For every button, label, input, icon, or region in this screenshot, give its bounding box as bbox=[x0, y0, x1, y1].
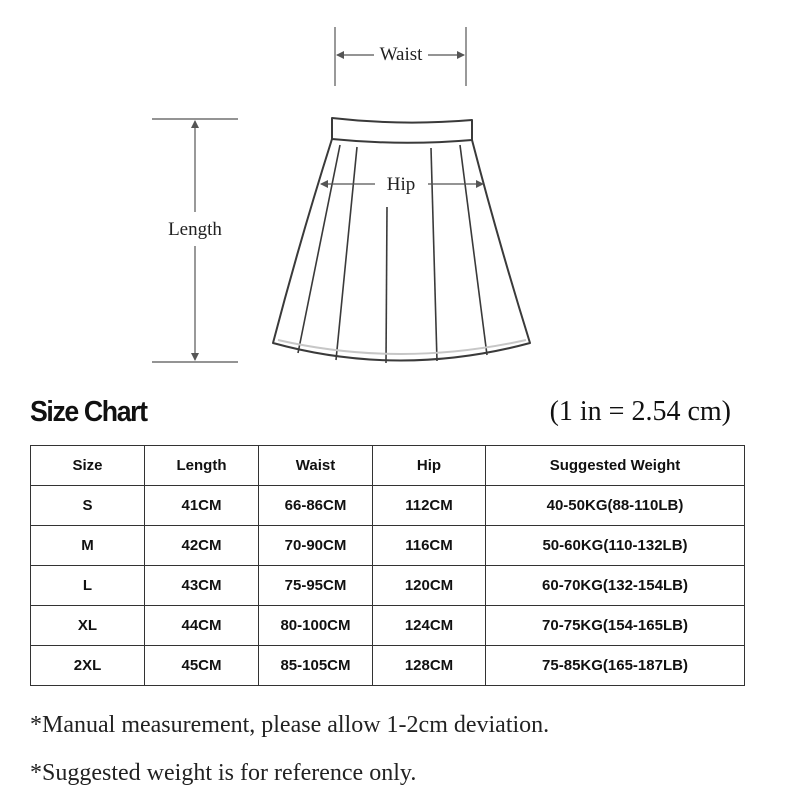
unit-conversion-note: (1 in = 2.54 cm) bbox=[549, 396, 731, 427]
measurement-note: *Manual measurement, please allow 1-2cm deviation. bbox=[30, 712, 550, 738]
cell-waist: 70-90CM bbox=[259, 526, 373, 566]
header-hip: Hip bbox=[373, 446, 486, 486]
header-suggested-weight: Suggested Weight bbox=[486, 446, 745, 486]
cell-weight: 40-50KG(88-110LB) bbox=[486, 486, 745, 526]
cell-size: S bbox=[31, 486, 145, 526]
cell-length: 43CM bbox=[145, 566, 259, 606]
header-waist: Waist bbox=[259, 446, 373, 486]
table-row bbox=[31, 526, 745, 566]
cell-waist: 85-105CM bbox=[259, 646, 373, 686]
length-label: Length bbox=[168, 219, 222, 240]
length-measure bbox=[152, 119, 238, 362]
cell-weight: 60-70KG(132-154LB) bbox=[486, 566, 745, 606]
cell-hip: 124CM bbox=[373, 606, 486, 646]
skirt-outline bbox=[273, 118, 530, 363]
cell-hip: 116CM bbox=[373, 526, 486, 566]
waist-label: Waist bbox=[379, 44, 423, 65]
table-row bbox=[31, 646, 745, 686]
cell-hip: 120CM bbox=[373, 566, 486, 606]
table-row bbox=[31, 486, 745, 526]
cell-size: XL bbox=[31, 606, 145, 646]
table-header-row bbox=[31, 446, 745, 486]
header-size: Size bbox=[31, 446, 145, 486]
cell-weight: 50-60KG(110-132LB) bbox=[486, 526, 745, 566]
cell-size: 2XL bbox=[31, 646, 145, 686]
cell-weight: 70-75KG(154-165LB) bbox=[486, 606, 745, 646]
cell-length: 44CM bbox=[145, 606, 259, 646]
table-row bbox=[31, 606, 745, 646]
cell-size: M bbox=[31, 526, 145, 566]
size-table bbox=[30, 445, 745, 686]
cell-hip: 112CM bbox=[373, 486, 486, 526]
hip-label: Hip bbox=[386, 174, 416, 195]
cell-length: 45CM bbox=[145, 646, 259, 686]
page-title: Size Chart bbox=[30, 396, 147, 428]
cell-length: 41CM bbox=[145, 486, 259, 526]
cell-hip: 128CM bbox=[373, 646, 486, 686]
cell-weight: 75-85KG(165-187LB) bbox=[486, 646, 745, 686]
cell-size: L bbox=[31, 566, 145, 606]
cell-waist: 80-100CM bbox=[259, 606, 373, 646]
weight-note: *Suggested weight is for reference only. bbox=[30, 760, 417, 786]
cell-waist: 66-86CM bbox=[259, 486, 373, 526]
cell-length: 42CM bbox=[145, 526, 259, 566]
skirt-measurement-diagram bbox=[0, 0, 800, 380]
table-row bbox=[31, 566, 745, 606]
cell-waist: 75-95CM bbox=[259, 566, 373, 606]
header-length: Length bbox=[145, 446, 259, 486]
